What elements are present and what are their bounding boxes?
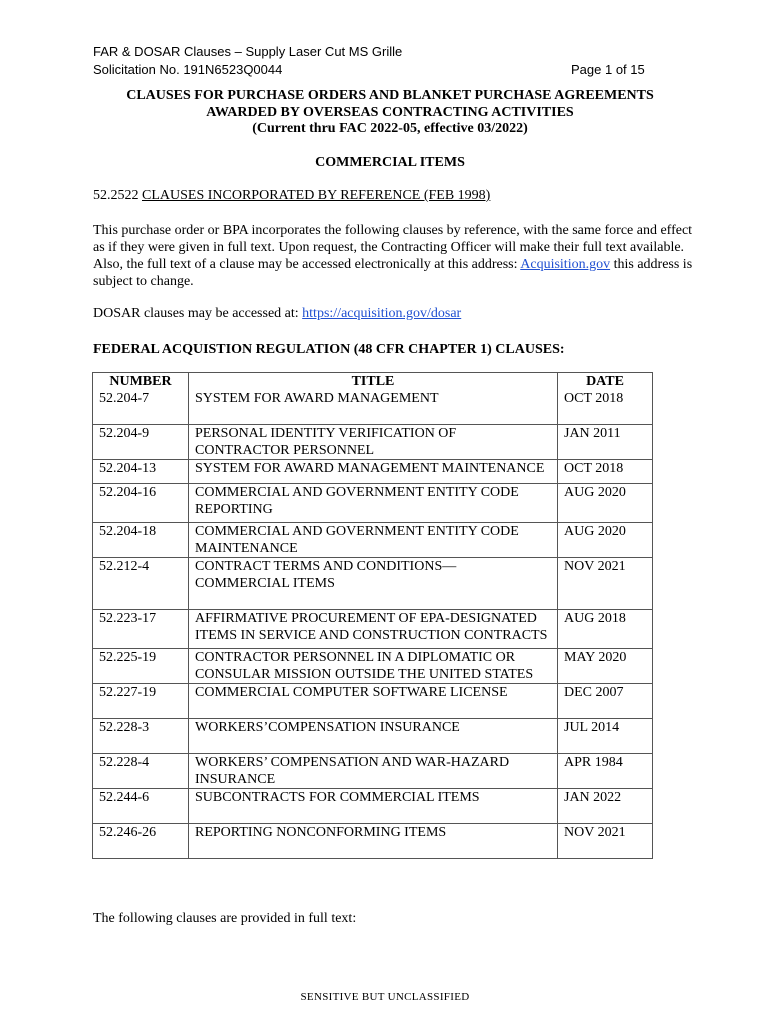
clause-reference-text: CLAUSES INCORPORATED BY REFERENCE (FEB 1998)	[142, 188, 491, 203]
page-number: Page 1 of 15	[571, 62, 645, 77]
clause-title: COMMERCIAL COMPUTER SOFTWARE LICENSE	[189, 684, 558, 702]
clause-date: OCT 2018	[558, 390, 653, 407]
dosar-line	[93, 306, 461, 322]
dosar-link[interactable]: https://acquisition.gov/dosar	[302, 306, 462, 321]
clause-number: 52.204-9	[93, 425, 189, 460]
clause-title: SUBCONTRACTS FOR COMMERCIAL ITEMS	[189, 789, 558, 807]
header-document-title: FAR & DOSAR Clauses – Supply Laser Cut MS Grille	[93, 44, 403, 59]
clause-date: JAN 2011	[558, 425, 653, 460]
clause-date: APR 1984	[558, 754, 653, 789]
clause-title: PERSONAL IDENTITY VERIFICATION OF CONTRACTOR PERSONNEL	[189, 425, 558, 460]
clause-title: CONTRACT TERMS AND CONDITIONS— COMMERCIAL ITEMS	[189, 558, 558, 593]
dosar-text: DOSAR clauses may be accessed at:	[93, 306, 303, 321]
clause-date: MAY 2020	[558, 649, 653, 684]
incorporation-paragraph	[93, 222, 703, 290]
clause-number: 52.204-7	[93, 390, 189, 407]
clause-number: 52.225-19	[93, 649, 189, 684]
full-text-intro: The following clauses are provided in full text:	[93, 911, 357, 926]
clause-title: SYSTEM FOR AWARD MANAGEMENT MAINTENANCE	[189, 460, 558, 478]
acquisition-gov-link[interactable]: Acquisition.gov	[520, 257, 611, 272]
table-row	[93, 610, 653, 645]
clause-number: 52.228-3	[93, 719, 189, 737]
column-header-number: NUMBER	[93, 373, 189, 391]
clause-date: NOV 2021	[558, 558, 653, 593]
column-header-title: TITLE	[189, 373, 558, 391]
clause-number: 52.246-26	[93, 824, 189, 842]
table-row	[93, 719, 653, 737]
table-row	[93, 460, 653, 478]
table-row	[93, 789, 653, 807]
clause-title: COMMERCIAL AND GOVERNMENT ENTITY CODE MAINTENANCE	[189, 523, 558, 558]
clause-date: NOV 2021	[558, 824, 653, 842]
clause-number: 52.244-6	[93, 789, 189, 807]
title-line-2: AWARDED BY OVERSEAS CONTRACTING ACTIVITIES	[206, 104, 574, 120]
table-row	[93, 390, 653, 407]
title-line-3: (Current thru FAC 2022-05, effective 03/2022)	[252, 121, 528, 136]
section-subtitle: COMMERCIAL ITEMS	[315, 155, 465, 170]
clause-date: AUG 2020	[558, 484, 653, 519]
clause-title: CONTRACTOR PERSONNEL IN A DIPLOMATIC OR CONSULAR MISSION OUTSIDE THE UNITED STATES	[189, 649, 558, 684]
clause-title: SYSTEM FOR AWARD MANAGEMENT	[189, 390, 558, 407]
header-solicitation-number: Solicitation No. 191N6523Q0044	[93, 62, 283, 77]
clause-reference-heading	[93, 188, 490, 204]
table-row	[93, 754, 653, 789]
clause-title: WORKERS’ COMPENSATION AND WAR-HAZARD INSURANCE	[189, 754, 558, 789]
page-title	[60, 88, 720, 138]
clause-date: JAN 2022	[558, 789, 653, 807]
clause-number: 52.212-4	[93, 558, 189, 593]
table-row	[93, 649, 653, 684]
clause-number: 52.227-19	[93, 684, 189, 702]
table-row	[93, 425, 653, 460]
clause-title: COMMERCIAL AND GOVERNMENT ENTITY CODE REPORTING	[189, 484, 558, 519]
far-clauses-heading: FEDERAL ACQUISTION REGULATION (48 CFR CHAPTER 1) CLAUSES:	[93, 342, 565, 357]
clause-date: JUL 2014	[558, 719, 653, 737]
clause-date: AUG 2020	[558, 523, 653, 558]
clause-reference-number: 52.2522	[93, 188, 139, 203]
column-header-date: DATE	[558, 373, 653, 391]
table-row	[93, 484, 653, 519]
clause-date: OCT 2018	[558, 460, 653, 478]
clause-date: DEC 2007	[558, 684, 653, 702]
clause-number: 52.204-18	[93, 523, 189, 558]
clause-number: 52.204-13	[93, 460, 189, 478]
clause-title: AFFIRMATIVE PROCUREMENT OF EPA-DESIGNATED ITEMS IN SERVICE AND CONSTRUCTION CONTRACTS	[189, 610, 558, 645]
paragraph-tail: this address is subject to change.	[93, 257, 693, 289]
table-row	[93, 824, 653, 842]
classification-footer: SENSITIVE BUT UNCLASSIFIED	[300, 991, 470, 1003]
clauses-table	[92, 372, 653, 859]
table-row	[93, 684, 653, 702]
clause-title: WORKERS’COMPENSATION INSURANCE	[189, 719, 558, 737]
table-row	[93, 558, 653, 593]
clause-title: REPORTING NONCONFORMING ITEMS	[189, 824, 558, 842]
clause-number: 52.228-4	[93, 754, 189, 789]
clause-number: 52.204-16	[93, 484, 189, 519]
table-row	[93, 523, 653, 558]
paragraph-text: This purchase order or BPA incorporates the following clauses by reference, with the same force and effect as if they were given in full text. Upon request, the Contracting Officer will make their full text available. Also, the full text of a clause may be accessed electronically at this address:	[93, 223, 693, 272]
title-line-1: CLAUSES FOR PURCHASE ORDERS AND BLANKET PURCHASE AGREEMENTS	[126, 88, 654, 103]
clause-number: 52.223-17	[93, 610, 189, 645]
clause-date: AUG 2018	[558, 610, 653, 645]
